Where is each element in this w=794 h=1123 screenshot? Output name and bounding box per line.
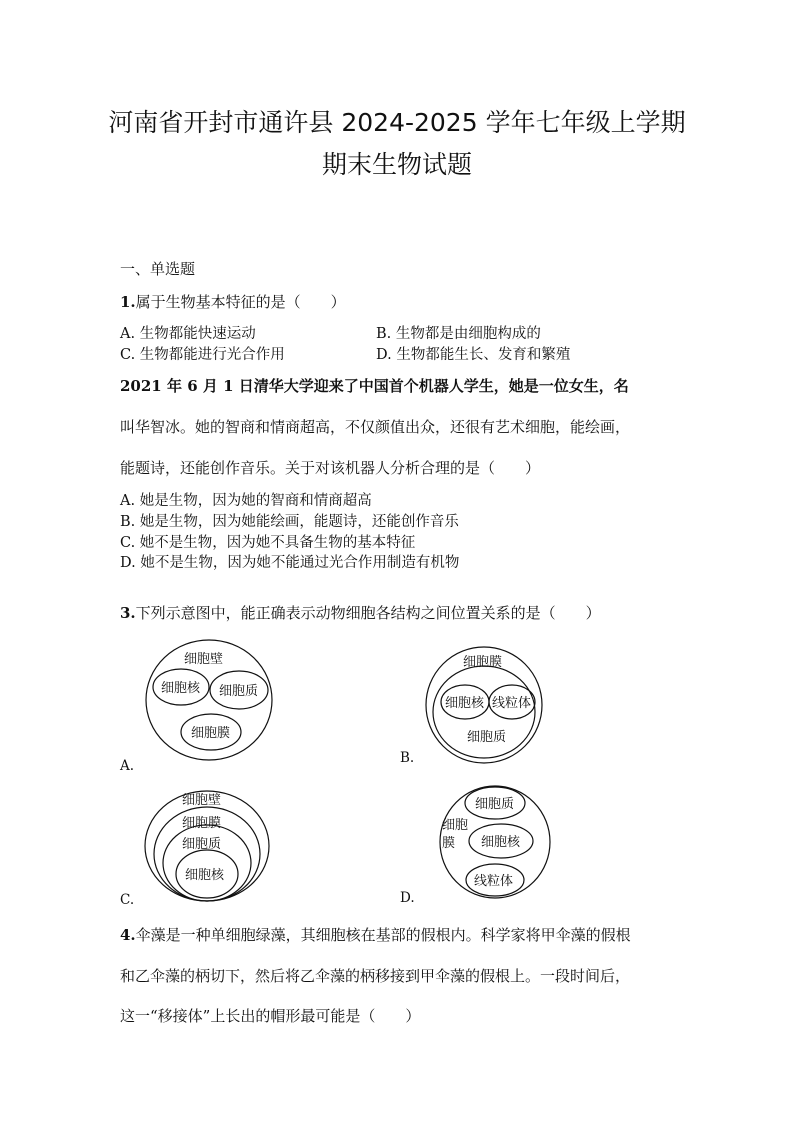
question-1-option-a: A. 生物都能快速运动 bbox=[120, 326, 256, 342]
diagram-c bbox=[140, 784, 276, 904]
question-1-option-d: D. 生物都能生长、发育和繁殖 bbox=[376, 347, 571, 363]
diagram-b-right-label: 线粒体 bbox=[492, 696, 532, 711]
diagram-d-side-label-1: 细胞 bbox=[442, 818, 469, 833]
question-2-option-c: C. 她不是生物，因为她不具备生物的基本特征 bbox=[120, 535, 416, 551]
diagram-d-bottom-label: 线粒体 bbox=[474, 874, 514, 889]
question-2-line-1 bbox=[120, 375, 629, 396]
diagram-b-outer-label: 细胞膜 bbox=[463, 655, 503, 670]
diagram-b-bottom-label: 细胞质 bbox=[467, 730, 507, 745]
question-2-first-line: 2021 年 6 月 1 日清华大学迎来了中国首个机器人学生，她是一位女生，名 bbox=[120, 377, 629, 395]
diagram-b bbox=[420, 642, 550, 772]
question-3-number: 3. bbox=[120, 604, 136, 622]
diagram-a-left-label: 细胞核 bbox=[161, 681, 201, 696]
question-3-text: 下列示意图中，能正确表示动物细胞各结构之间位置关系的是（ ） bbox=[135, 604, 601, 622]
page-title-line-2: 期末生物试题 bbox=[321, 150, 472, 179]
question-4-text-1: 伞藻是一种单细胞绿藻，其细胞核在基部的假根内。科学家将甲伞藻的假根 bbox=[135, 926, 631, 944]
diagram-c-label: C. bbox=[120, 892, 135, 908]
diagram-d-label: D. bbox=[400, 890, 415, 906]
diagram-a-label: A. bbox=[120, 758, 135, 774]
diagram-d-top-label: 细胞质 bbox=[475, 797, 515, 812]
question-3 bbox=[120, 602, 601, 623]
question-2-option-a: A. 她是生物，因为她的智商和情商超高 bbox=[120, 493, 372, 509]
diagram-c-l2-label: 细胞膜 bbox=[182, 816, 222, 831]
question-4-line-3: 这一“移接体”上长出的帽形最可能是（ ） bbox=[120, 1007, 421, 1025]
diagram-d-side-label-2: 膜 bbox=[442, 836, 456, 851]
question-4-line-2: 和乙伞藻的柄切下，然后将乙伞藻的柄移接到甲伞藻的假根上。一段时间后， bbox=[120, 967, 631, 985]
question-1-option-b: B. 生物都是由细胞构成的 bbox=[376, 326, 541, 342]
question-1-text: 属于生物基本特征的是（ ） bbox=[135, 293, 346, 311]
question-2-option-b: B. 她是生物，因为她能绘画，能题诗，还能创作音乐 bbox=[120, 514, 459, 530]
question-1-number: 1. bbox=[120, 293, 136, 311]
diagram-c-l3-label: 细胞质 bbox=[182, 837, 222, 852]
diagram-c-l1-label: 细胞壁 bbox=[182, 793, 222, 808]
question-4-number: 4. bbox=[120, 926, 136, 944]
question-2-line-3: 能题诗，还能创作音乐。关于对该机器人分析合理的是（ ） bbox=[120, 459, 541, 477]
question-1 bbox=[120, 291, 346, 312]
diagram-a bbox=[140, 636, 280, 768]
section-heading: 一、单选题 bbox=[120, 260, 196, 278]
diagram-b-label: B. bbox=[400, 750, 415, 766]
question-2-line-2: 叫华智冰。她的智商和情商超高，不仅颜值出众，还很有艺术细胞，能绘画， bbox=[120, 418, 631, 436]
diagram-d-mid-label: 细胞核 bbox=[481, 835, 521, 850]
question-2-option-d: D. 她不是生物，因为她不能通过光合作用制造有机物 bbox=[120, 555, 460, 571]
diagram-a-right-label: 细胞质 bbox=[219, 684, 259, 699]
diagram-a-outer-label: 细胞壁 bbox=[184, 652, 224, 667]
diagram-b-left-label: 细胞核 bbox=[445, 696, 485, 711]
diagram-d bbox=[436, 782, 556, 902]
question-4-line-1 bbox=[120, 924, 631, 945]
question-1-option-c: C. 生物都能进行光合作用 bbox=[120, 347, 285, 363]
page-title-line-1: 河南省开封市通许县 2024-2025 学年七年级上学期 bbox=[108, 108, 686, 137]
diagram-c-l4-label: 细胞核 bbox=[185, 868, 225, 883]
diagram-a-bottom-label: 细胞膜 bbox=[191, 726, 231, 741]
